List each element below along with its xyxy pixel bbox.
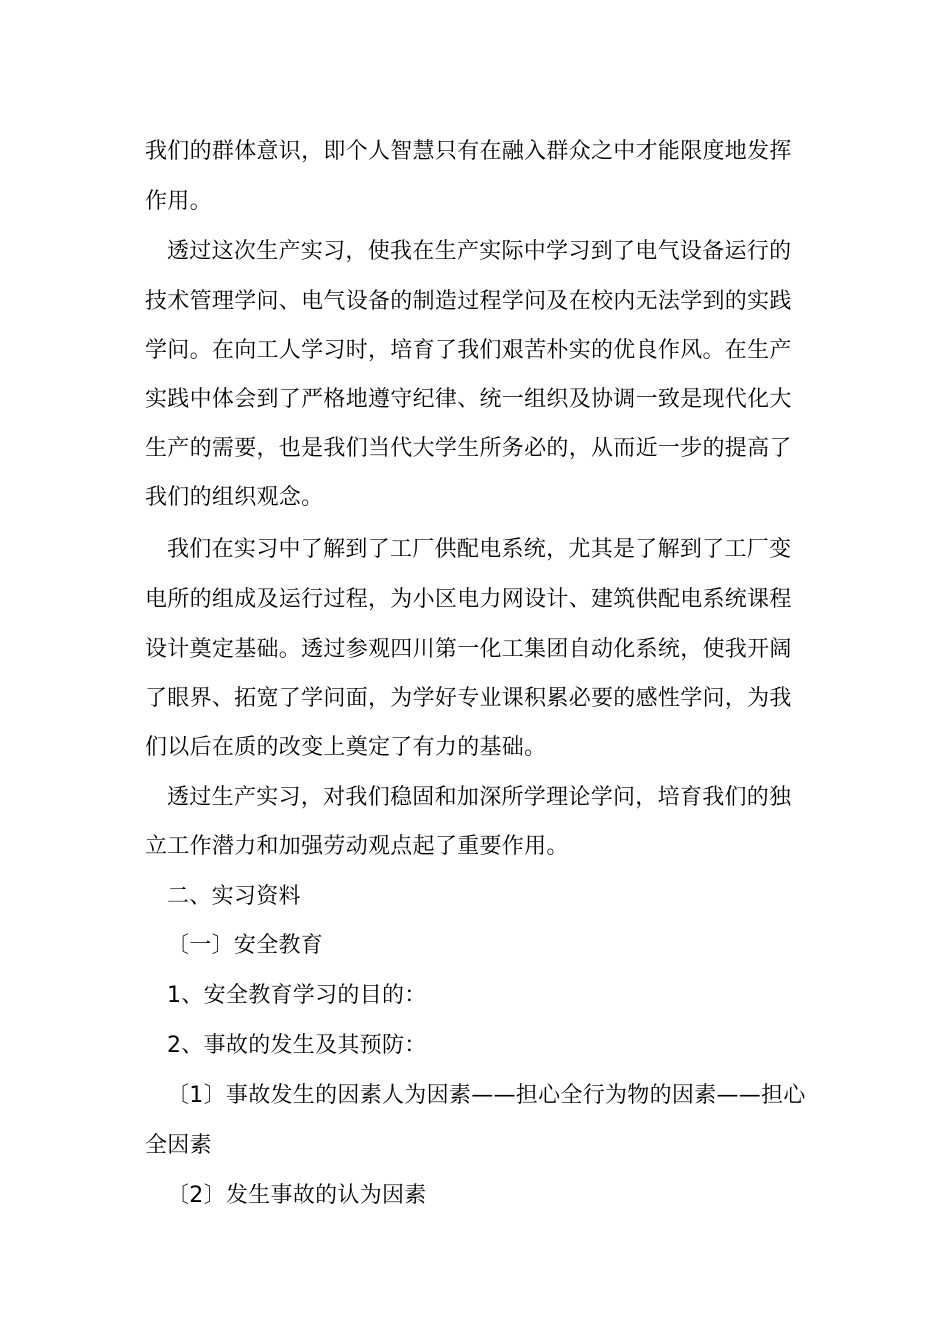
list-item: 〔1〕事故发生的因素人为因素——担心全行为物的因素——担心 xyxy=(167,1083,806,1108)
text-line: 立工作潜力和加强劳动观点起了重要作用。 xyxy=(145,834,569,859)
text-line: 我们的群体意识，即个人智慧只有在融入群众之中才能限度地发挥 xyxy=(145,139,792,164)
text-line: 生产的需要，也是我们当代大学生所务必的，从而近一步的提高了 xyxy=(145,436,792,461)
list-item: 〔2〕发生事故的认为因素 xyxy=(167,1183,427,1208)
section-heading: 二、实习资料 xyxy=(167,884,301,909)
list-item: 2、事故的发生及其预防： xyxy=(167,1033,427,1058)
text-line: 学问。在向工人学习时，培育了我们艰苦朴实的优良作风。在生产 xyxy=(145,338,792,363)
text-line: 技术管理学问、电气设备的制造过程学问及在校内无法学到的实践 xyxy=(145,289,792,314)
text-line: 全因素 xyxy=(145,1133,212,1158)
text-line: 们以后在质的改变上奠定了有力的基础。 xyxy=(145,735,547,760)
text-line: 了眼界、拓宽了学问面，为学好专业课积累必要的感性学问，为我 xyxy=(145,686,792,711)
text-line: 透过生产实习，对我们稳固和加深所学理论学问，培育我们的独 xyxy=(167,785,792,810)
text-line: 作用。 xyxy=(145,189,212,214)
text-line: 实践中体会到了严格地遵守纪律、统一组织及协调一致是现代化大 xyxy=(145,387,792,412)
text-line: 设计奠定基础。透过参观四川第一化工集团自动化系统，使我开阔 xyxy=(145,637,792,662)
text-line: 透过这次生产实习，使我在生产实际中学习到了电气设备运行的 xyxy=(167,239,792,264)
text-line: 电所的组成及运行过程，为小区电力网设计、建筑供配电系统课程 xyxy=(145,587,792,612)
list-item: 1、安全教育学习的目的： xyxy=(167,983,427,1008)
text-line: 我们的组织观念。 xyxy=(145,485,324,510)
subsection-heading: 〔一〕安全教育 xyxy=(167,933,324,958)
text-line: 我们在实习中了解到了工厂供配电系统，尤其是了解到了工厂变 xyxy=(167,537,792,562)
